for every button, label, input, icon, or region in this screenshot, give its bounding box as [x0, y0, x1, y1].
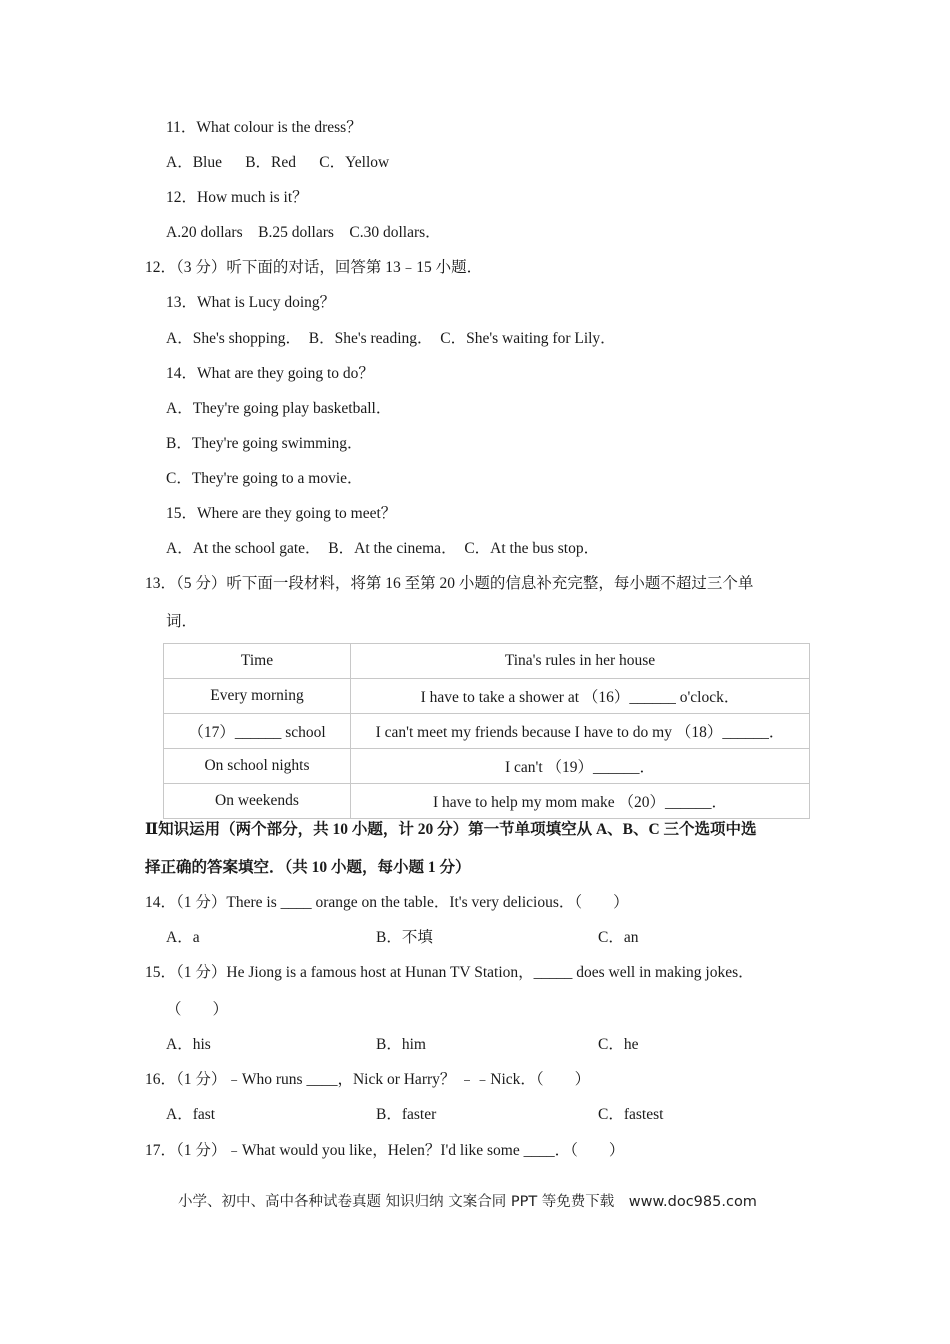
table-header-row	[164, 644, 810, 679]
table-cell-rule: I have to help my mom make （20）______．	[351, 784, 810, 819]
knowledge-15-option-b: B．him	[376, 1036, 426, 1053]
table-header-time: Time	[164, 644, 351, 679]
footer-text: 小学、初中、高中各种试卷真题 知识归纳 文案合同 PPT 等免费下载 www.doc985.com	[178, 1194, 757, 1210]
part-2-heading: Ⅱ知识运用（两个部分，共 10 小题，计 20 分）第一节单项填空从 A、B、C 三个选项中选	[145, 821, 757, 838]
question-14: 14．What are they going to do？	[166, 365, 374, 382]
knowledge-14-option-c: C．an	[598, 929, 639, 946]
knowledge-15-option-a: A．his	[166, 1036, 211, 1053]
table-row	[164, 679, 810, 714]
table-row	[164, 784, 810, 819]
section-13-heading: 13．（5 分）听下面一段材料，将第 16 至第 20 小题的信息补充完整，每小题不超过三个单	[145, 575, 754, 592]
question-11-options: A．Blue B．Red C．Yellow	[166, 154, 390, 171]
table-cell-time: （17）______ school	[164, 714, 351, 749]
question-15-options: A．At the school gate． B．At the cinema． C．At the bus stop．	[166, 540, 600, 557]
knowledge-question-15: 15．（1 分）He Jiong is a famous host at Hunan TV Station，_____ does well in making jokes．	[145, 964, 754, 981]
section-12-heading: 12．（3 分）听下面的对话，回答第 13﹣15 小题．	[145, 259, 483, 276]
knowledge-14-option-a: A．a	[166, 929, 200, 946]
table-cell-time: On weekends	[164, 784, 351, 819]
rules-table	[163, 643, 810, 819]
question-12: 12．How much is it？	[166, 189, 308, 206]
part-2-heading-cont: 择正确的答案填空．（共 10 小题，每小题 1 分）	[145, 859, 471, 876]
question-13: 13．What is Lucy doing？	[166, 294, 336, 311]
knowledge-16-option-c: C．fastest	[598, 1106, 664, 1123]
question-11: 11．What colour is the dress？	[166, 119, 362, 136]
knowledge-question-16: 16．（1 分）﹣Who runs ____，Nick or Harry？ ﹣﹣Nick．（ ）	[145, 1071, 591, 1088]
knowledge-14-option-b: B．不填	[376, 929, 433, 946]
question-14-option-b: B．They're going swimming．	[166, 435, 363, 452]
table-cell-rule: I can't meet my friends because I have to do my （18）______．	[351, 714, 810, 749]
question-14-option-c: C．They're going to a movie．	[166, 470, 363, 487]
table-header-rules: Tina's rules in her house	[351, 644, 810, 679]
knowledge-15-option-c: C．he	[598, 1036, 639, 1053]
question-12-options: A.20 dollars B.25 dollars C.30 dollars．	[166, 224, 441, 241]
table-cell-rule: I can't （19）______．	[351, 749, 810, 784]
table-row	[164, 749, 810, 784]
knowledge-question-14: 14．（1 分）There is ____ orange on the table．It's very delicious．（ ）	[145, 894, 629, 911]
knowledge-question-17: 17．（1 分）﹣What would you like，Helen？I'd like some ____．（ ）	[145, 1142, 625, 1159]
knowledge-16-option-a: A．fast	[166, 1106, 216, 1123]
knowledge-question-15-cont: （ ）	[166, 1001, 229, 1018]
question-15: 15．Where are they going to meet？	[166, 505, 397, 522]
table-row	[164, 714, 810, 749]
question-13-options: A．She's shopping． B．She's reading． C．She's waiting for Lily．	[166, 330, 616, 347]
section-13-heading-cont: 词．	[166, 613, 198, 630]
knowledge-16-option-b: B．faster	[376, 1106, 437, 1123]
question-14-option-a: A．They're going play basketball．	[166, 400, 392, 417]
table-cell-rule: I have to take a shower at （16）______ o'clock．	[351, 679, 810, 714]
table-cell-time: Every morning	[164, 679, 351, 714]
table-cell-time: On school nights	[164, 749, 351, 784]
